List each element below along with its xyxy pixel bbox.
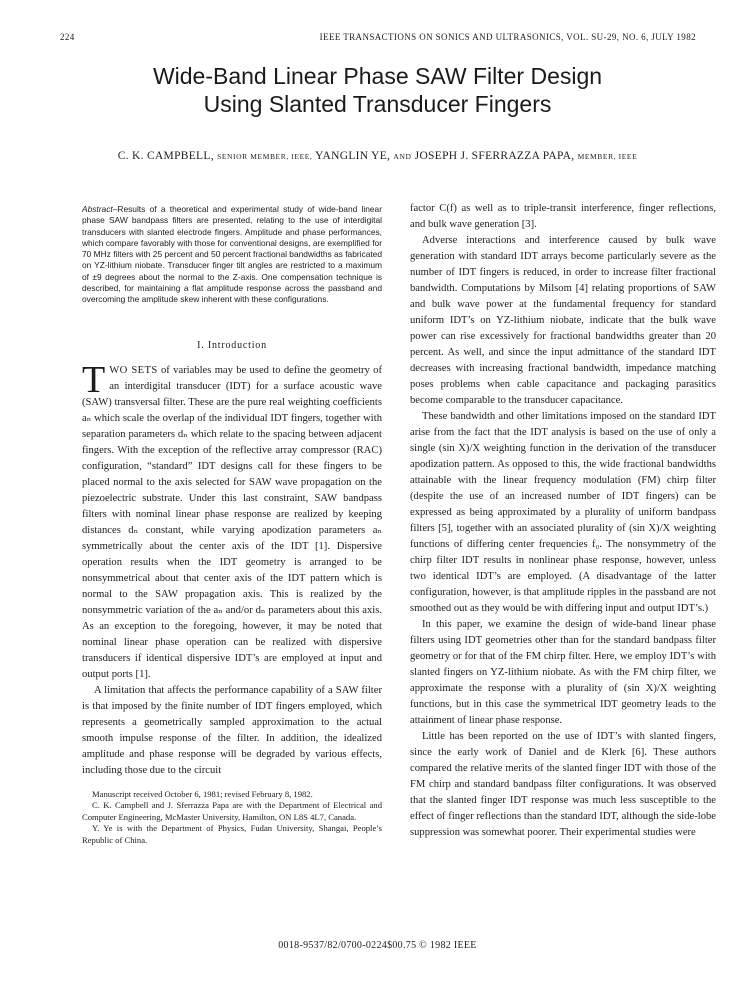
footnote-received: Manuscript received October 6, 1981; revised February 8, 1982. xyxy=(92,788,313,799)
paper-title xyxy=(0,62,755,118)
copyright-footer: 0018-9537/82/0700-0224$00.75 © 1982 IEEE xyxy=(278,940,477,951)
right-paragraph-3: In this paper, we examine the design of wide-band linear phase filters using IDT geometries other than for the standard bandpass filter geometry or for that of the FM chirp filter. Here, we employ IDT’s with slanted fingers on YZ-lithium niobate. As with the FM chirp filter, we approximate the response with a plurality of (sin X)/X weighting functions, but in this case the symmetrical IDT geometry leads to the attainment of linear phase response. xyxy=(410,619,716,726)
footnote-affiliation-1: C. K. Campbell and J. Sferrazza Papa are with the Department of Electrical and Computer Engineering, McMaster University, Hamilton, ON L8S 4L7, Canada. xyxy=(82,800,382,822)
intro-text-1: of variables may be used to define the geometry of an interdigital transducer (IDT) for a surface acoustic wave (SAW) transversal filter. These are the pure real weighting coefficients aₙ which scale the overlap of the individual IDT fingers, together with separation parameters dₙ which relate to the spacing between adjacent fingers. With the exception of the reflective array compressor (RAC) configuration, “standard” IDT designs call for these fingers to be placed normal to the axis selected for SAW wave propagation on the piezoelectric substrate. Under this last constraint, SAW bandpass filters with nominal linear phase response are realized by keeping distances dₙ constant, while varying apodization parameters aₙ symmetrically about the center axis of the IDT [1]. Dispersive operation results when the IDT geometry is arranged to be nonsymmetrical about that center axis of the IDT pattern which is normal to the SAW propagation axis. This is realized by the nonsymmetric variation of the aₙ and/or dₙ parameters about this axis. As an exception to the foregoing, however, it may be noted that nominal linear phase operation can be realized with dispersive transducers if identical dispersive IDT’s are employed at input and output ports [1]. xyxy=(82,364,382,680)
journal-title: IEEE TRANSACTIONS ON SONICS AND ULTRASONICS, VOL. SU-29, NO. 6, JULY 1982 xyxy=(319,32,696,42)
footnotes xyxy=(82,789,382,847)
section-heading: I. Introduction xyxy=(197,339,267,351)
author-1: C. K. CAMPBELL, xyxy=(117,150,214,162)
title-line-1: Wide-Band Linear Phase SAW Filter Design xyxy=(152,63,603,89)
left-column xyxy=(82,204,382,847)
page-number: 224 xyxy=(60,32,75,42)
right-paragraph-2: These bandwidth and other limitations imposed on the standard IDT arise from the fact that the IDT analysis is based on the use of only a single (sin X)/X weighting function in the derivation of the transducer apodization pattern. As opposed to this, the wide fractional bandwidths attainable with the linear frequency modulation (FM) chirp filter (despite the use of an increased number of IDT fingers) can be expressed as being approximated by a plurality of uniform bandpass filters [5], together with an associated plurality of (sin X)/X weighting functions of differing center frequencies f₀. The nonsymmetry of the chirp filter IDT results in nonlinear phase response, however, unless two identical IDT’s are employed. (A disadvantage of the latter configuration, however, is that amplitude ripples in the passband are not smoothed out as they would be with differing input and output IDT’s.) xyxy=(410,411,716,614)
author-conjunction: AND xyxy=(393,152,412,161)
abstract-text: –Results of a theoretical and experimental study of wide-band linear phase SAW bandpass filters are presented, relating to the use of interdigital transducers with slanted electrode fingers. Amplitude and phase performances, which compare favorably with those for conventional designs, are exemplified for 70 MHz filters with 25 percent and 50 percent fractional bandwidths as fabricated on YZ-lithium niobate. Transducer finger tilt angles are restricted to a maximum of ±9 degrees about the normal to the Z-axis. One compensation technique is described, for maintaining a flat amplitude response across the passband and overcoming the amplitude skew inherent with these configurations. xyxy=(82,204,382,305)
right-column xyxy=(410,201,716,841)
author-1-grade: SENIOR MEMBER, IEEE, xyxy=(217,152,313,161)
lead-in: WO SETS xyxy=(109,364,158,376)
author-3-grade: MEMBER, IEEE xyxy=(577,152,638,161)
abstract xyxy=(82,204,382,306)
right-paragraph-1: Adverse interactions and interference caused by bulk wave generation with standard IDT arrays become particularly severe as the number of IDT fingers is reduced, in order to increase filter fractional bandwidth. Computations by Milsom [4] relating proportions of SAW and bulk wave power at the fundamental frequency for standard uniform IDT’s on YZ-lithium niobate, indicate that the bulk wave power can rise excessively for fractional bandwidths greater than 20 percent. As well, and since the input admittance of the standard IDT decreases with increasing fractional bandwidth, impedance matching poses problems when cable capacitance and packaging parasitics become comparable to the transducer capacitance. xyxy=(410,235,716,406)
right-paragraph-4: Little has been reported on the use of IDT’s with slanted fingers, since the early work of Daniel and de Klerk [6]. These authors compared the relative merits of the slanted finger IDT with those of the FM chirp and standard bandpass filter configurations. It was observed that the slanted finger IDT response was much less susceptible to the effect of finger reflections than the standard IDT, although the side-lobe suppression was somewhat poorer. Their experimental studies were xyxy=(410,731,716,838)
intro-paragraph-2: A limitation that affects the performance capability of a SAW filter is that imposed by the finite number of IDT fingers employed, which represents a geometrically sampled approximation to the actual smooth impulse response of the filter. In addition, the idealized amplitude and phase response will be degraded by various effects, including those due to the circuit xyxy=(82,684,382,776)
footnote-affiliation-2: Y. Ye is with the Department of Physics, Fudan University, Shangai, People’s Republic of China. xyxy=(82,823,382,846)
running-header xyxy=(60,32,696,46)
author-line xyxy=(0,150,755,162)
author-3: JOSEPH J. SFERRAZZA PAPA, xyxy=(414,150,575,162)
author-2: YANGLIN YE, xyxy=(315,150,391,162)
right-paragraph-0: factor C(f) as well as to triple-transit interference, finger reflections, and bulk wave generation [3]. xyxy=(410,203,716,230)
title-line-2: Using Slanted Transducer Fingers xyxy=(203,91,552,117)
intro-paragraph-1 xyxy=(82,358,382,683)
abstract-label: Abstract xyxy=(82,204,113,214)
drop-cap: T xyxy=(82,358,106,401)
